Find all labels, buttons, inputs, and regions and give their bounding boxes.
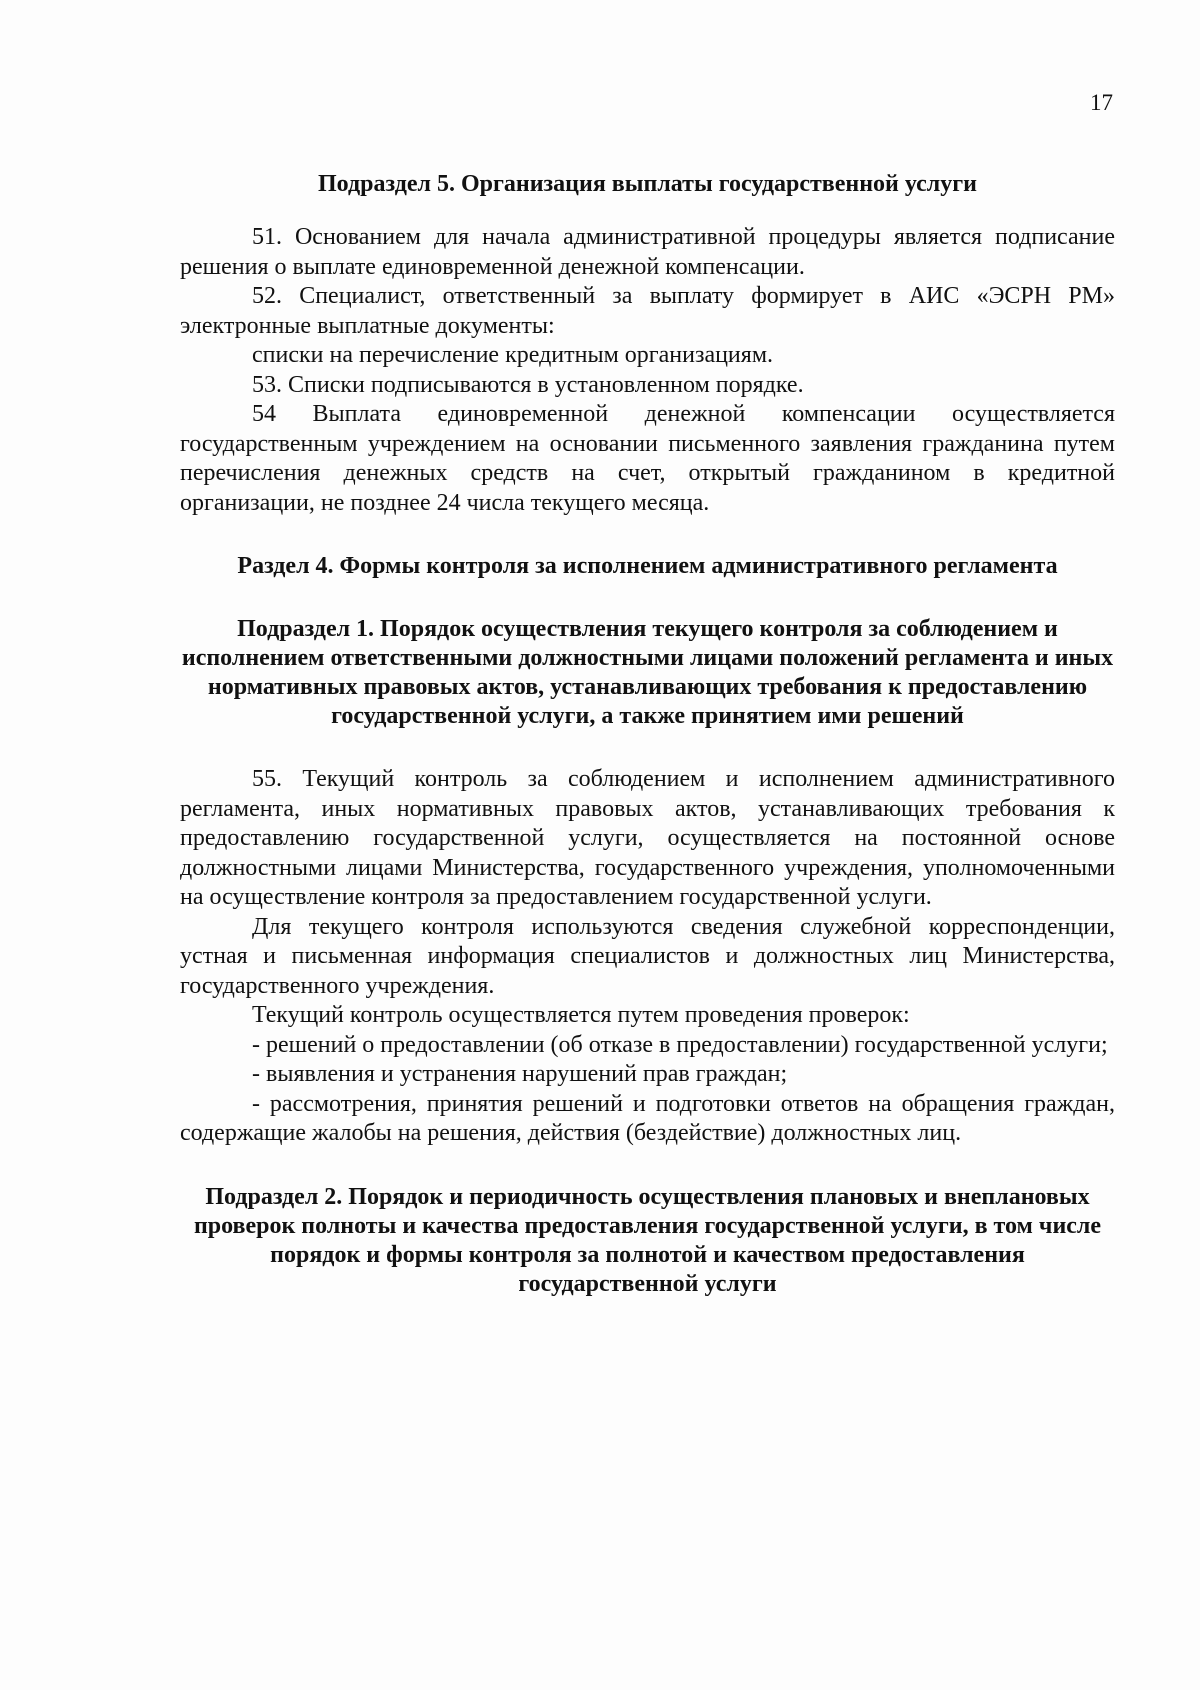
section-heading: Подраздел 1. Порядок осуществления текущего контроля за соблюдением и исполнением ответственными должностными лицами положений регламента и иных нормативных правовых актов, устанавливающих требования к предоставлению государственной услуги, а также принятием ими решений [181, 616, 1114, 729]
section-heading: Раздел 4. Формы контроля за исполнением административного регламента [237, 553, 1058, 579]
paragraph: 53. Списки подписываются в установленном порядке. [252, 371, 804, 398]
spacer [180, 199, 1115, 223]
document-body [180, 170, 1115, 1299]
paragraph: - рассмотрения, принятия решений и подготовки ответов на обращения граждан, содержащие жалобы на решения, действия (бездействие) должностных лиц. [180, 1090, 1115, 1146]
paragraph: 55. Текущий контроль за соблюдением и исполнением административного регламента, иных нормативных правовых актов, устанавливающих требования к предоставлению государственной услуги, осуществляется на постоянной основе должностными лицами Министерства, государственного учреждения, уполномоченными на осуществление контроля за предоставлением государственной услуги. [180, 766, 1115, 910]
paragraph: Для текущего контроля используются сведения служебной корреспонденции, устная и письменная информация специалистов и должностных лиц Министерства, государственного учреждения. [180, 913, 1115, 999]
paragraph: 54 Выплата единовременной денежной компенсации осуществляется государственным учреждением на основании письменного заявления гражданина путем перечисления денежных средств на счет, открытый гражданином в кредитной организации, не позднее 24 числа текущего месяца. [180, 401, 1115, 516]
paragraph: - выявления и устранения нарушений прав граждан; [252, 1061, 788, 1087]
page-number: 17 [1090, 90, 1113, 115]
paragraph: - решений о предоставлении (об отказе в предоставлении) государственной услуги; [252, 1031, 1108, 1058]
section-heading: Подраздел 2. Порядок и периодичность осуществления плановых и внеплановых проверок полноты и качества предоставления государственной услуги, в том числе порядок и формы контроля за полнотой и качеством предоставления государственной услуги [193, 1183, 1102, 1297]
paragraph: 51. Основанием для начала административной процедуры является подписание решения о выплате единовременной денежной компенсации. [180, 224, 1115, 280]
paragraph: Текущий контроль осуществляется путем проведения проверок: [252, 1002, 910, 1028]
paragraph: списки на перечисление кредитным организациям. [252, 342, 774, 368]
section-heading: Подраздел 5. Организация выплаты государственной услуги [318, 171, 977, 197]
paragraph: 52. Специалист, ответственный за выплату формирует в АИС «ЭСРН РМ» электронные выплатные документы: [180, 283, 1115, 339]
spacer [180, 581, 1115, 615]
spacer [180, 1149, 1115, 1183]
spacer [180, 518, 1115, 552]
spacer [180, 731, 1115, 765]
